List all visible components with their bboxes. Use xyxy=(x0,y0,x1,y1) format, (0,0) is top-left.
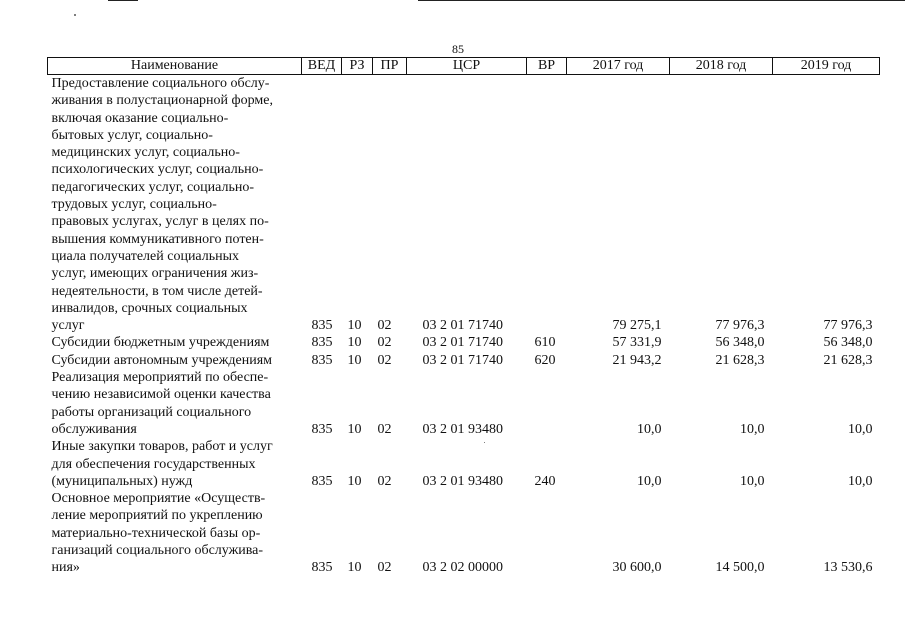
row-name-line: услуг xyxy=(51,318,85,334)
row-name-line: включая оказание социально- xyxy=(51,110,229,126)
header-2018: 2018 год xyxy=(670,58,773,75)
row-name-line: ление мероприятий по укреплению xyxy=(51,508,263,524)
header-2017: 2017 год xyxy=(567,58,670,75)
cell-vr: 240 xyxy=(534,473,556,489)
cell-y2018: 14 500,0 xyxy=(715,560,765,576)
cell-csr: 03 2 01 93480 xyxy=(422,421,503,437)
row-name-line: вышения коммуникативного потен- xyxy=(51,231,264,247)
cell-y2019: 13 530,6 xyxy=(823,560,873,576)
cell-y2019: 77 976,3 xyxy=(823,318,873,334)
top-rule-left xyxy=(108,0,138,1)
cell-y2017: 10,0 xyxy=(637,421,662,437)
row-name-line: обслуживания xyxy=(51,421,137,437)
row-name-line: Субсидии автономным учреждениям xyxy=(51,352,273,368)
row-name-line: ния» xyxy=(51,560,80,576)
row-name xyxy=(48,438,302,490)
cell-csr: 03 2 01 71740 xyxy=(422,335,503,351)
cell-y2017: 79 275,1 xyxy=(612,318,662,334)
header-ved: ВЕД xyxy=(302,58,342,75)
row-name-line: Предоставление социального обслу- xyxy=(51,76,270,91)
cell-ved: 835 xyxy=(311,335,333,351)
header-2019: 2019 год xyxy=(773,58,880,75)
row-name-line: (муниципальных) нужд xyxy=(51,473,193,489)
budget-table xyxy=(47,57,880,577)
cell-pr: 02 xyxy=(377,473,392,489)
row-name-line: правовых услугах, услуг в целях по- xyxy=(51,214,269,230)
row-name-line: медицинских услуг, социально- xyxy=(51,145,240,161)
row-name xyxy=(48,352,302,369)
cell-ved: 835 xyxy=(311,318,333,334)
cell-pr: 02 xyxy=(377,352,392,368)
cell-y2019: 10,0 xyxy=(848,421,873,437)
row-name xyxy=(48,75,302,335)
row-name-line: педагогических услуг, социально- xyxy=(51,179,255,195)
cell-pr: 02 xyxy=(377,560,392,576)
cell-pr: 02 xyxy=(377,421,392,437)
cell-y2019: 10,0 xyxy=(848,473,873,489)
row-name-line: Субсидии бюджетным учреждениям xyxy=(51,335,270,351)
cell-y2017: 30 600,0 xyxy=(612,560,662,576)
row-name-line: недеятельности, в том числе детей- xyxy=(51,283,263,299)
cell-ved: 835 xyxy=(311,421,333,437)
row-name xyxy=(48,490,302,576)
row-name-line: чению независимой оценки качества xyxy=(51,387,271,403)
page-number: 85 xyxy=(452,42,464,56)
row-name-line: психологических услуг, социально- xyxy=(51,162,264,178)
top-rule-right xyxy=(418,0,905,1)
cell-y2017: 57 331,9 xyxy=(612,335,662,351)
cell-y2017: 21 943,2 xyxy=(612,352,662,368)
cell-y2018: 10,0 xyxy=(740,473,765,489)
cell-vr: 610 xyxy=(534,335,556,351)
cell-rz: 10 xyxy=(347,335,362,351)
header-csr: ЦСР xyxy=(407,58,527,75)
row-name-line: трудовых услуг, социально- xyxy=(51,197,217,213)
header-vr: ВР xyxy=(527,58,567,75)
cell-rz: 10 xyxy=(347,421,362,437)
cell-y2018: 10,0 xyxy=(740,421,765,437)
cell-rz: 10 xyxy=(347,473,362,489)
header-rz: РЗ xyxy=(342,58,373,75)
cell-vr xyxy=(527,369,567,438)
cell-rz: 10 xyxy=(347,560,362,576)
cell-vr xyxy=(527,75,567,335)
cell-csr: 03 2 02 00000 xyxy=(422,560,503,576)
table-row xyxy=(48,438,880,490)
cell-csr: 03 2 01 71740 xyxy=(422,318,503,334)
cell-pr: 02 xyxy=(377,318,392,334)
cell-ved: 835 xyxy=(311,560,333,576)
header-row xyxy=(48,58,880,75)
table-body xyxy=(48,75,880,577)
row-name-line: циала получателей социальных xyxy=(51,248,240,264)
cell-csr: 03 2 01 93480 xyxy=(422,473,503,489)
table-row xyxy=(48,352,880,369)
cell-y2019: 21 628,3 xyxy=(823,352,873,368)
cell-y2018: 21 628,3 xyxy=(715,352,765,368)
cell-y2018: 77 976,3 xyxy=(715,318,765,334)
row-name xyxy=(48,369,302,438)
row-name-line: живания в полустационарной форме, xyxy=(51,93,273,109)
cell-y2018: 56 348,0 xyxy=(715,335,765,351)
cell-vr: 620 xyxy=(534,352,556,368)
row-name-line: работы организаций социального xyxy=(51,404,252,420)
cell-pr: 02 xyxy=(377,335,392,351)
cell-y2019: 56 348,0 xyxy=(823,335,873,351)
row-name xyxy=(48,334,302,351)
table-row xyxy=(48,334,880,351)
table-row xyxy=(48,369,880,438)
table-row xyxy=(48,75,880,335)
header-pr: ПР xyxy=(373,58,407,75)
row-name-line: Основное мероприятие «Осуществ- xyxy=(51,491,266,507)
cell-vr xyxy=(527,490,567,576)
cell-csr: 03 2 01 71740 xyxy=(422,352,503,368)
row-name-line: услуг, имеющих ограничения жиз- xyxy=(51,266,259,282)
cell-rz: 10 xyxy=(347,352,362,368)
row-name-line: ганизаций социального обслужива- xyxy=(51,543,264,559)
row-name-line: бытовых услуг, социально- xyxy=(51,127,213,143)
cell-ved: 835 xyxy=(311,473,333,489)
row-name-line: материально-технической базы ор- xyxy=(51,525,261,541)
header-name: Наименование xyxy=(48,58,302,75)
cell-ved: 835 xyxy=(311,352,333,368)
cell-rz: 10 xyxy=(347,318,362,334)
row-name-line: инвалидов, срочных социальных xyxy=(51,300,248,316)
row-name-line: Иные закупки товаров, работ и услуг xyxy=(51,439,273,455)
table-row xyxy=(48,490,880,576)
scan-speck xyxy=(74,14,76,16)
row-name-line: Реализация мероприятий по обеспе- xyxy=(51,370,269,386)
cell-y2017: 10,0 xyxy=(637,473,662,489)
row-name-line: для обеспечения государственных xyxy=(51,456,256,472)
